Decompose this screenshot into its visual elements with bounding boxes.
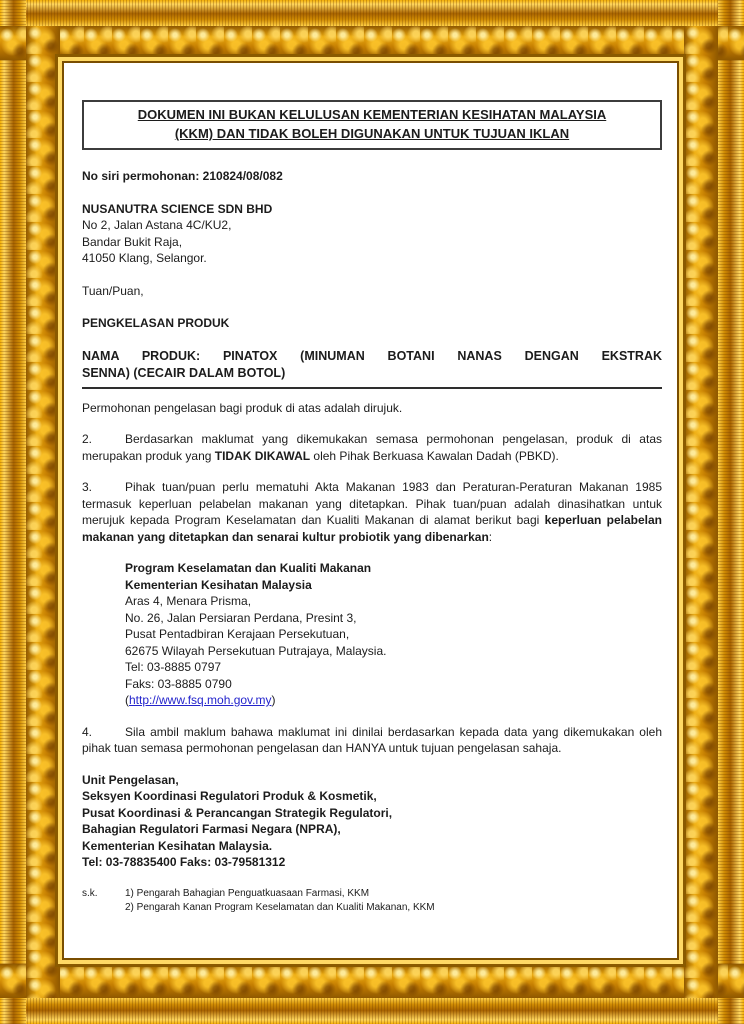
- link-close-paren: ): [271, 693, 276, 707]
- cc-item: 1) Pengarah Bahagian Penguatkuasaan Farmasi, KKM: [125, 887, 370, 899]
- recipient-name: NUSANUTRA SCIENCE SDN BHD: [82, 201, 273, 216]
- notice-box: [82, 100, 662, 150]
- fsq-address-line: Pusat Pentadbiran Kerajaan Persekutuan,: [125, 627, 350, 641]
- paragraph-2-text: Berdasarkan maklumat yang dikemukakan semasa permohonan pengelasan, produk di atas merupakan produk yang: [82, 432, 662, 463]
- paragraph-2-text-end: oleh Pihak Berkuasa Kawalan Dadah (PBKD).: [310, 448, 559, 463]
- product-title-line-2: SENNA) (CECAIR DALAM BOTOL): [82, 365, 286, 380]
- recipient-address-line: 41050 Klang, Selangor.: [82, 251, 207, 265]
- divider-rule: [82, 387, 662, 389]
- frame-edge-top: [0, 0, 744, 26]
- product-title: [82, 348, 662, 382]
- salutation: Tuan/Puan,: [82, 283, 144, 298]
- frame-ornate-right: [684, 26, 718, 998]
- paragraph-2: [82, 431, 662, 464]
- fsq-address-line: No. 26, Jalan Persiaran Perdana, Presint 3,: [125, 610, 357, 625]
- cc-label: s.k.: [82, 887, 98, 899]
- fsq-org-name: Program Keselamatan dan Kualiti Makanan: [125, 561, 372, 575]
- fsq-address-block: [125, 560, 662, 709]
- signature-line: Kementerian Kesihatan Malaysia.: [82, 838, 273, 853]
- document-page: [64, 63, 677, 958]
- frame-edge-left: [0, 0, 26, 1024]
- fsq-fax-line: Faks: 03-8885 0790: [125, 676, 232, 691]
- serial-number: No siri permohonan: 210824/08/082: [82, 169, 283, 183]
- frame-ornate-top: [0, 26, 744, 60]
- frame-edge-bottom: [0, 998, 744, 1024]
- signature-line: Unit Pengelasan,: [82, 772, 179, 787]
- paragraph-4-text: Sila ambil maklum bahawa maklumat ini dinilai berdasarkan kepada data yang dikemukakan oleh pihak tuan semasa permohonan pengelasan dan HANYA untuk tujuan pengelasan sahaja.: [82, 724, 662, 755]
- paragraph-2-number: 2.: [82, 432, 93, 446]
- fsq-website-line: [125, 692, 662, 709]
- signature-line: Bahagian Regulatori Farmasi Negara (NPRA),: [82, 822, 341, 836]
- notice-line-1: DOKUMEN INI BUKAN KELULUSAN KEMENTERIAN KESIHATAN MALAYSIA: [137, 107, 607, 122]
- link-open-paren: (: [125, 693, 129, 707]
- paragraph-3-number: 3.: [82, 480, 93, 494]
- frame-edge-right: [718, 0, 744, 1024]
- recipient-address-line: No 2, Jalan Astana 4C/KU2,: [82, 218, 232, 232]
- paragraph-2-emphasis: TIDAK DIKAWAL: [214, 448, 311, 463]
- paragraph-3: [82, 479, 662, 545]
- signature-contact: Tel: 03-78835400 Faks: 03-79581312: [82, 855, 286, 869]
- cc-item: 2) Pengarah Kanan Program Keselamatan dan Kualiti Makanan, KKM: [125, 901, 435, 913]
- paragraph-3-emphasis: keperluan pelabelan makanan yang ditetapkan dan senarai kultur probiotik yang dibenarkan: [82, 513, 662, 544]
- notice-line-2: (KKM) DAN TIDAK BOLEH DIGUNAKAN UNTUK TUJUAN IKLAN: [174, 126, 570, 141]
- paragraph-4-number: 4.: [82, 724, 93, 739]
- signature-block: [82, 772, 662, 871]
- frame-ornate-bottom: [0, 964, 744, 998]
- fsq-address-line: 62675 Wilayah Persekutuan Putrajaya, Malaysia.: [125, 643, 387, 658]
- fsq-phone-line: Tel: 03-8885 0797: [125, 660, 222, 674]
- paragraph-4: [82, 724, 662, 757]
- product-title-line-1: NAMA PRODUK: PINATOX (MINUMAN BOTANI NANAS DENGAN EKSTRAK: [82, 348, 662, 363]
- paragraph-3-text-end: :: [488, 529, 493, 544]
- fsq-address-line: Aras 4, Menara Prisma,: [125, 594, 252, 608]
- paragraph-3-text: Pihak tuan/puan perlu mematuhi Akta Makanan 1983 dan Peraturan-Peraturan Makanan 1985 termasuk keperluan pelabelan makanan yang ditetapkan. Pihak tuan/puan adalah dinasihatkan untuk merujuk kepada Program Keselamatan dan Kualiti Makanan di alamat berikut bagi: [82, 480, 662, 527]
- fsq-website-link[interactable]: http://www.fsq.moh.gov.my: [129, 693, 272, 707]
- cc-block: [82, 887, 662, 915]
- subject-heading: PENGKELASAN PRODUK: [82, 316, 230, 330]
- fsq-ministry-name: Kementerian Kesihatan Malaysia: [125, 577, 312, 592]
- signature-line: Pusat Koordinasi & Perancangan Strategik Regulatori,: [82, 805, 393, 820]
- cc-items: [125, 887, 435, 915]
- frame-ornate-left: [26, 26, 60, 998]
- recipient-address-line: Bandar Bukit Raja,: [82, 234, 183, 249]
- paragraph-1: Permohonan pengelasan bagi produk di atas adalah dirujuk.: [82, 400, 403, 415]
- signature-line: Seksyen Koordinasi Regulatori Produk & Kosmetik,: [82, 789, 377, 803]
